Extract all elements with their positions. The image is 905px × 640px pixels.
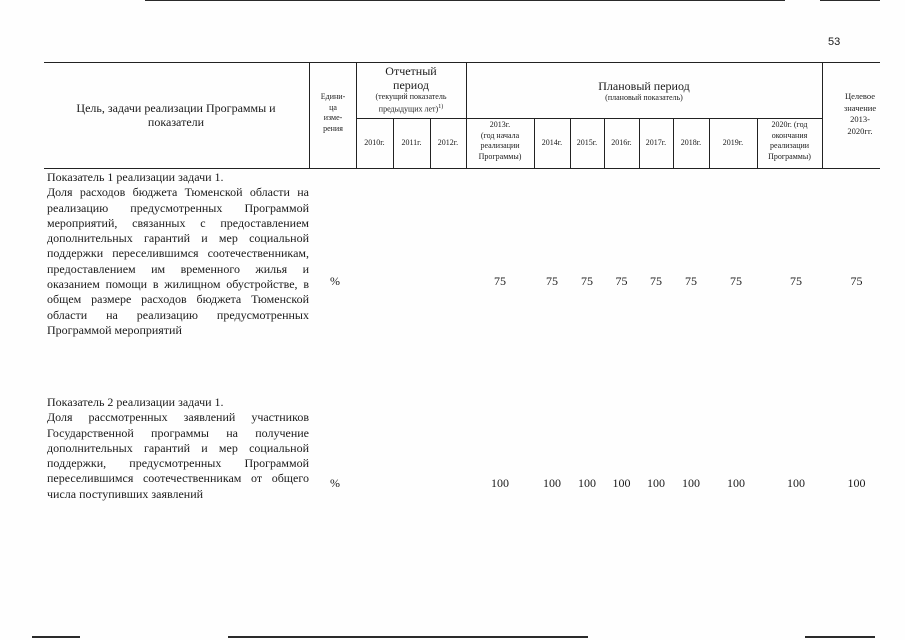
indicator-2-description: Доля рассмотренных заявлений участников Государственной программы на получение дополнительных гарантий и мер социальной поддержки, предусмотренных Программой переселившимся соотечественникам от общего числа поступивших заявлений	[47, 410, 309, 501]
indicator-1-text	[47, 170, 309, 338]
indicator-1-value-2020: 75	[790, 274, 802, 288]
indicator-2-title: Показатель 2 реализации задачи 1.	[47, 395, 224, 409]
indicator-2-value-2016: 100	[612, 476, 631, 490]
indicator-1-value-2015: 75	[581, 274, 593, 288]
indicator-1-value-2013: 75	[494, 274, 506, 288]
table-top-rule	[44, 62, 880, 63]
indicator-2-text	[47, 395, 309, 502]
plan-year-2016: 2016г.	[611, 138, 632, 147]
plan-year-2014: 2014г.	[541, 138, 563, 147]
plan-period-header: Плановый период (плановый показатель)	[598, 79, 690, 102]
plan-year-2020: 2020г. (год окончания реализации Программы)	[768, 120, 811, 161]
indicator-2-value-2014: 100	[543, 476, 561, 490]
indicator-2-unit: %	[330, 476, 340, 490]
indicator-1-title: Показатель 1 реализации задачи 1.	[47, 170, 224, 184]
report-period-header: Отчетный период (текущий показатель предыдущих лет)$^{1)}$	[375, 64, 447, 114]
header-bottom-rule	[44, 168, 880, 169]
plan-year-2019: 2019г.	[722, 138, 744, 147]
indicator-2-value-2013: 100	[491, 476, 509, 490]
indicator-1-target-value: 75	[850, 274, 863, 288]
plan-year-2015: 2015г.	[576, 138, 598, 147]
plan-year-2013: 2013г. (год начала реализации Программы)	[478, 120, 522, 161]
indicator-2-value-2019: 100	[727, 476, 745, 490]
report-year-2011: 2011г.	[401, 138, 422, 147]
plan-year-2018: 2018г.	[680, 138, 702, 147]
indicator-1-value-2016: 75	[615, 274, 628, 288]
report-year-2010: 2010г.	[364, 138, 385, 147]
indicator-1-value-2019: 75	[730, 274, 742, 288]
unit-column-header: Едини- ца изме- рения	[320, 92, 346, 133]
scan-artifact-bottom-right	[805, 636, 875, 638]
scan-artifact-top	[145, 0, 785, 1]
page-number: 53	[828, 36, 841, 48]
target-value-header: Целевое значение 2013- 2020гг.	[843, 91, 877, 136]
col-rule-goal	[309, 62, 310, 168]
indicator-2-value-2015: 100	[578, 476, 596, 490]
scan-artifact-bottom-mid	[228, 636, 588, 638]
scan-artifact-bottom-left	[32, 636, 80, 638]
indicator-2-value-2018: 100	[682, 476, 700, 490]
plan-subheader-rule	[466, 118, 822, 119]
report-year-2012: 2012г.	[437, 138, 459, 147]
indicator-2-value-2020: 100	[787, 476, 805, 490]
indicator-2-target-value: 100	[847, 476, 866, 490]
indicator-1-description: Доля расходов бюджета Тюменской области на реализацию предусмотренных Программой мероприятий, связанных с предоставлением дополнительных гарантий и мер социальной поддержки переселившимся соотечественникам, предоставлением им временного жилья и оказанием помощи в жилищном обустройстве, в общем размере расходов бюджета Тюменской области на реализацию предусмотренных Программой мероприятий	[47, 185, 309, 337]
indicator-1-value-2018: 75	[685, 274, 697, 288]
report-subheader-rule	[356, 118, 466, 119]
indicator-1-value-2014: 75	[546, 274, 558, 288]
goal-column-header: Цель, задачи реализации Программы и показатели	[76, 101, 276, 129]
indicator-2-value-2017: 100	[647, 476, 665, 490]
scan-artifact-top-right	[820, 0, 880, 1]
plan-year-2017: 2017г.	[645, 138, 667, 147]
indicator-1-value-2017: 75	[650, 274, 662, 288]
indicator-1-unit: %	[330, 274, 340, 288]
